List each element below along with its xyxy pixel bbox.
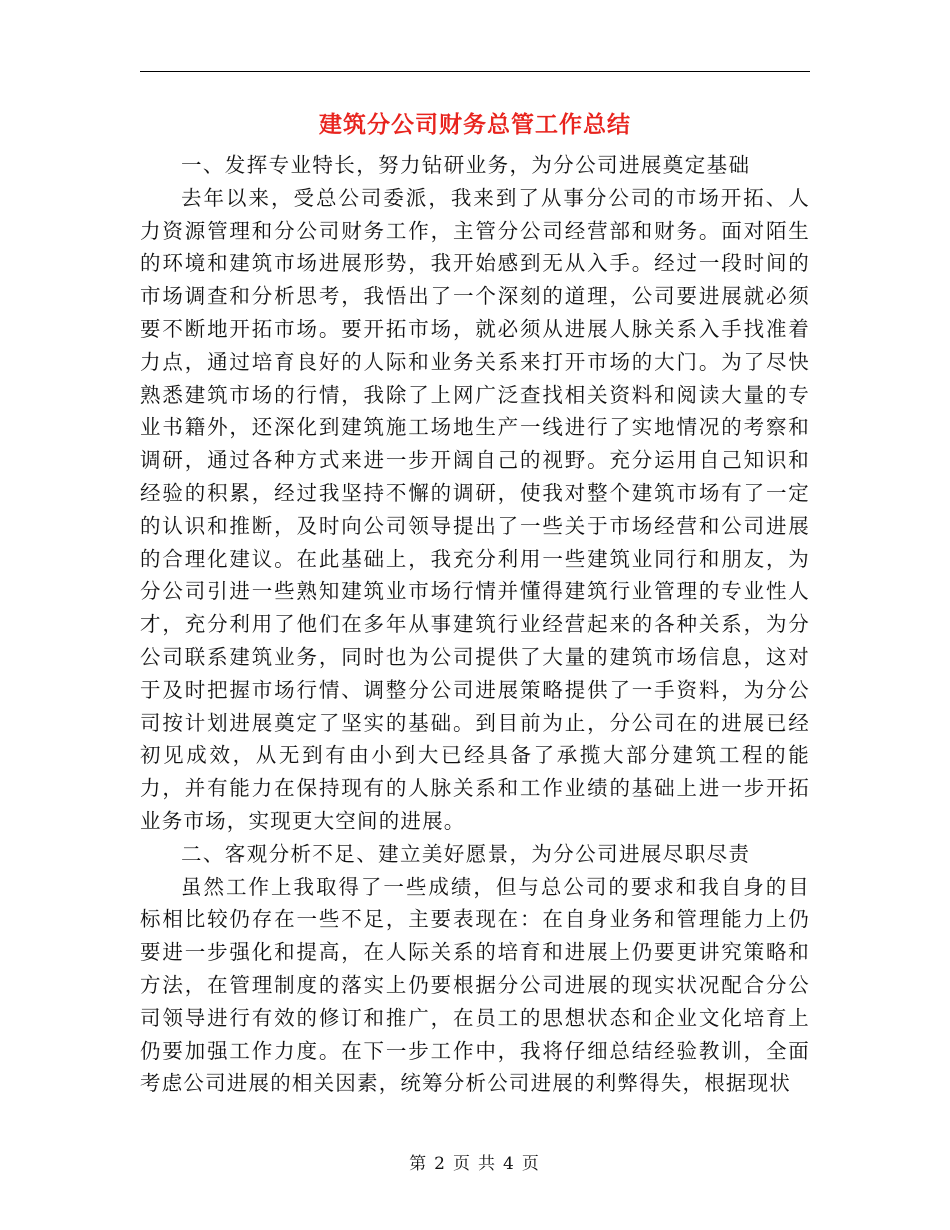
header-rule	[140, 71, 810, 72]
document-title: 建筑分公司财务总管工作总结	[319, 111, 631, 138]
footer-page-label: 页	[453, 1154, 472, 1174]
page-footer	[140, 1152, 810, 1176]
footer-page-number: 2	[434, 1154, 447, 1174]
footer-prefix: 第	[409, 1154, 429, 1174]
section-heading-2: 二、客观分析不足、建立美好愿景，为分公司进展尽职尽责	[181, 841, 751, 866]
footer-total-pages: 4	[503, 1154, 516, 1174]
body-paragraph-2: 虽然工作上我取得了一些成绩，但与总公司的要求和我自身的目标相比较仍存在一些不足，主要表现在：在自身业务和管理能力上仍要进一步强化和提高，在人际关系的培育和进展上仍要更讲究策略和方法，在管理制度的落实上仍要根据分公司进展的现实状况配合分公司领导进行有效的修订和推广，在员工的思想状态和企业文化培育上仍要加强工作力度。在下一步工作中，我将仔细总结经验教训，全面考虑公司进展的相关因素，统筹分析公司进展的利弊得失，根据现状	[140, 874, 810, 1096]
footer-total-label: 共	[478, 1154, 497, 1174]
section-heading-1: 一、发挥专业特长，努力钻研业务，为分公司进展奠定基础	[181, 153, 751, 177]
document-body	[140, 149, 810, 1100]
body-paragraph-1: 去年以来，受总公司委派，我来到了从事分公司的市场开拓、人力资源管理和分公司财务工作，主管分公司经营部和财务。面对陌生的环境和建筑市场进展形势，我开始感到无从入手。经过一段时间的市场调查和分析思考，我悟出了一个深刻的道理，公司要进展就必须要不断地开拓市场。要开拓市场，就必须从进展人脉关系入手找准着力点，通过培育良好的人际和业务关系来打开市场的大门。为了尽快熟悉建筑市场的行情，我除了上网广泛查找相关资料和阅读大量的专业书籍外，还深化到建筑施工场地生产一线进行了实地情况的考察和调研，通过各种方式来进一步开阔自己的视野。充分运用自己知识和经验的积累，经过我坚持不懈的调研，使我对整个建筑市场有了一定的认识和推断，及时向公司领导提出了一些关于市场经营和公司进展的合理化建议。在此基础上，我充分利用一些建筑业同行和朋友，为分公司引进一些熟知建筑业市场行情并懂得建筑行业管理的专业性人才，充分利用了他们在多年从事建筑行业经营起来的各种关系，为分公司联系建筑业务，同时也为公司提供了大量的建筑市场信息，这对于及时把握市场行情、调整分公司进展策略提供了一手资料，为分公司按计划进展奠定了坚实的基础。到目前为止，分公司在的进展已经初见成效，从无到有由小到大已经具备了承揽大部分建筑工程的能力，并有能力在保持现有的人脉关系和工作业绩的基础上进一步开拓业务市场，实现更大空间的进展。	[140, 185, 810, 833]
footer-suffix: 页	[521, 1154, 541, 1174]
